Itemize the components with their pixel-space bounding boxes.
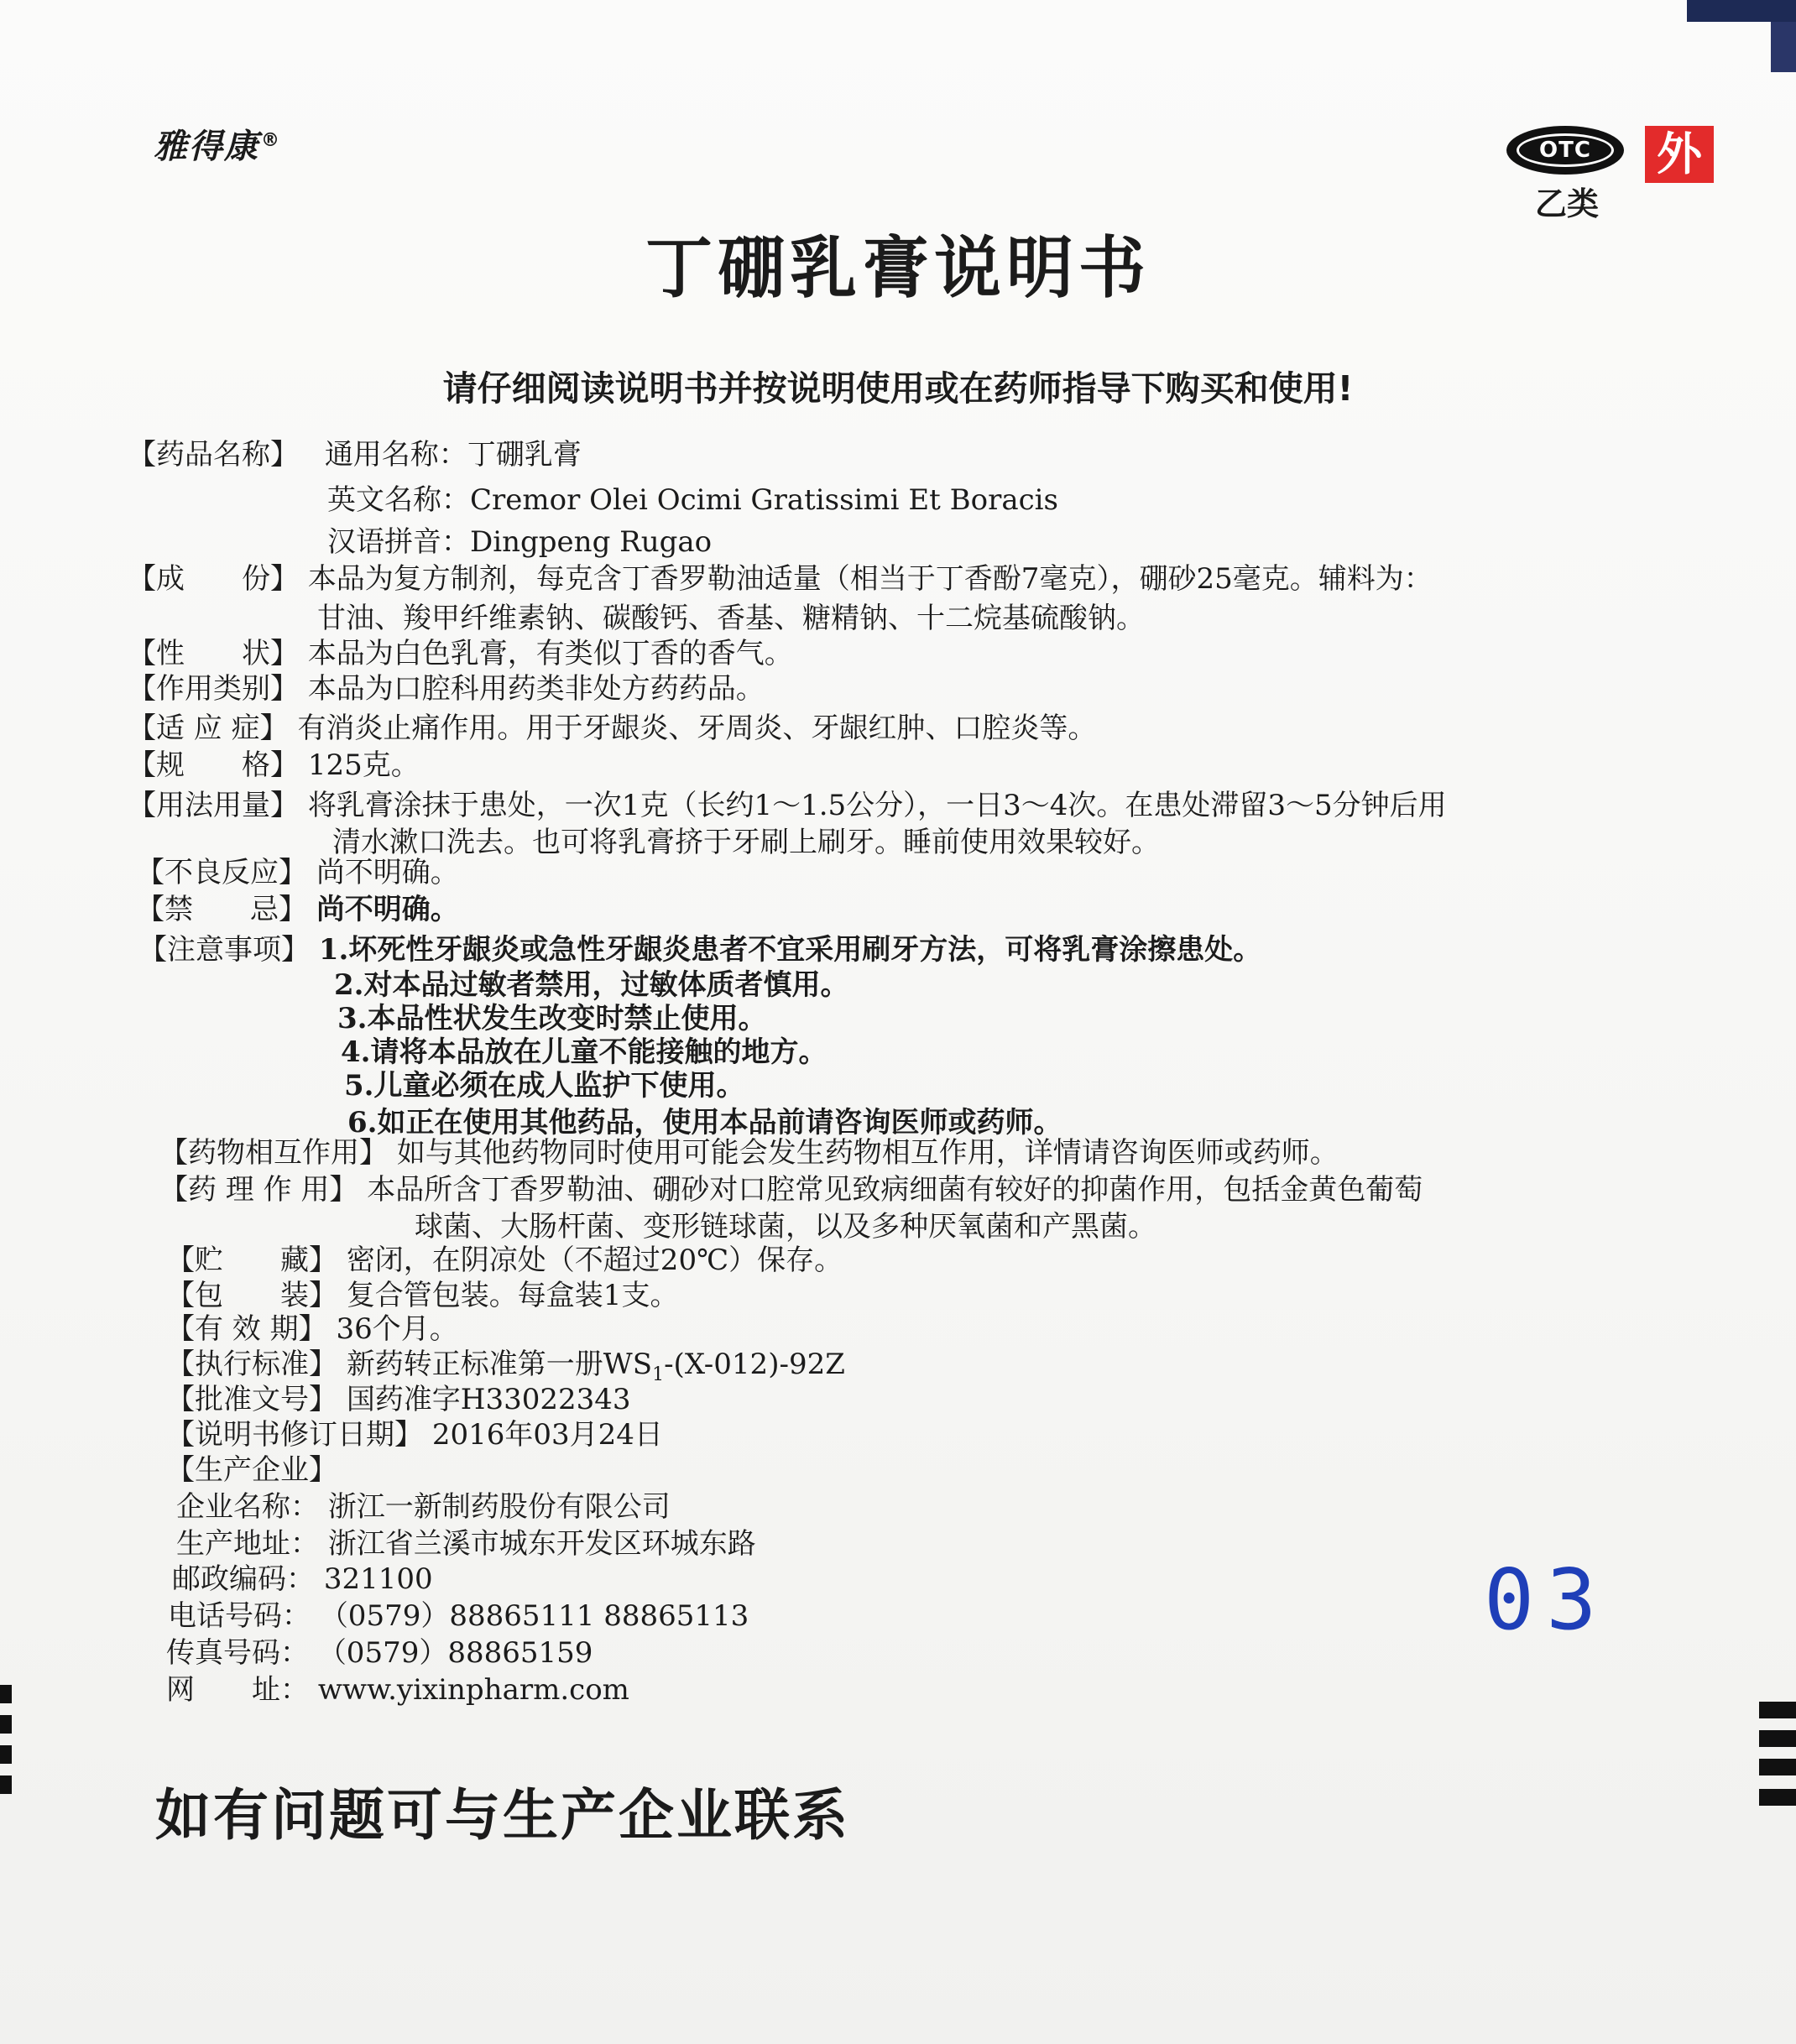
caution-item: 3.本品性状发生改变时禁止使用。 xyxy=(337,1002,767,1035)
footer-contact-note: 如有问题可与生产企业联系 xyxy=(155,1783,850,1848)
section-validity xyxy=(166,1312,458,1346)
address-row xyxy=(176,1527,756,1561)
category-text: 本品为口腔科用药类非处方药药品。 xyxy=(307,672,765,706)
section-label: 【用法用量】 xyxy=(128,789,299,822)
section-label: 【药物相互作用】 xyxy=(159,1136,388,1170)
website: www.yixinpharm.com xyxy=(317,1673,629,1707)
background-edge xyxy=(1771,22,1796,72)
appearance-text: 本品为白色乳膏，有类似丁香的香气。 xyxy=(307,637,793,670)
usage-notice: 请仔细阅读说明书并按说明使用或在药师指导下购买和使用! xyxy=(442,368,1354,409)
registration-mark xyxy=(1759,1730,1796,1747)
section-label: 【药 理 作 用】 xyxy=(159,1173,358,1207)
section-label: 【作用类别】 xyxy=(128,672,299,706)
section-label: 【有 效 期】 xyxy=(166,1312,327,1346)
section-label: 【注意事项】 xyxy=(138,933,310,967)
section-drug-name xyxy=(128,438,582,472)
ingredients-text-cont: 甘油、羧甲纤维素钠、碳酸钙、香基、糖精钠、十二烷基硫酸钠。 xyxy=(317,602,1145,635)
section-ingredients xyxy=(128,562,1433,596)
section-label: 【执行标准】 xyxy=(166,1348,337,1381)
registration-mark xyxy=(0,1745,12,1764)
otc-label: OTC xyxy=(1517,133,1614,167)
section-adverse xyxy=(136,856,459,889)
section-appearance xyxy=(128,637,793,670)
usage-text-cont: 清水漱口洗去。也可将乳膏挤于牙刷上刷牙。睡前使用效果较好。 xyxy=(332,826,1160,859)
caution-item: 6.如正在使用其他药品，使用本品前请咨询医师或药师。 xyxy=(347,1106,1062,1139)
revision-date: 2016年03月24日 xyxy=(431,1418,663,1452)
section-storage xyxy=(166,1244,843,1277)
postcode: 321100 xyxy=(323,1562,433,1596)
section-label: 【批准文号】 xyxy=(166,1383,337,1416)
phone-numbers: （0579）88865111 88865113 xyxy=(319,1599,749,1633)
registration-mark xyxy=(0,1685,12,1703)
external-use-mark: 外 xyxy=(1645,126,1714,183)
field-label: 生产地址： xyxy=(176,1527,319,1561)
otc-class: 乙类 xyxy=(1535,185,1600,222)
section-label: 【不良反应】 xyxy=(136,856,307,889)
section-label: 【包 装】 xyxy=(166,1279,337,1312)
field-label: 邮政编码： xyxy=(172,1562,315,1596)
section-approval xyxy=(166,1383,631,1416)
registration-mark xyxy=(1759,1789,1796,1806)
adverse-text: 尚不明确。 xyxy=(316,856,459,889)
brand-logo xyxy=(154,120,281,168)
section-label: 【规 格】 xyxy=(128,748,299,782)
section-spec xyxy=(128,748,420,782)
website-row xyxy=(166,1673,629,1707)
standard-suffix: -(X-012)-92Z xyxy=(664,1348,845,1381)
section-contraindications xyxy=(136,893,459,926)
spec-text: 125克。 xyxy=(307,748,420,782)
section-label: 【成 份】 xyxy=(128,562,299,596)
pinyin-name: 汉语拼音：Dingpeng Rugao xyxy=(327,525,713,559)
caution-item: 4.请将本品放在儿童不能接触的地方。 xyxy=(341,1035,828,1069)
field-label: 传真号码： xyxy=(166,1636,309,1670)
pharmacology-text: 本品所含丁香罗勒油、硼砂对口腔常见致病细菌有较好的抑菌作用，包括金黄色葡萄 xyxy=(367,1173,1423,1207)
section-usage xyxy=(128,789,1447,822)
storage-text: 密闭，在阴凉处（不超过20℃）保存。 xyxy=(346,1244,843,1277)
approval-number: 国药准字H33022343 xyxy=(346,1383,631,1416)
english-name: 英文名称：Cremor Olei Ocimi Gratissimi Et Boracis xyxy=(327,483,1058,517)
standard-prefix: 新药转正标准第一册WS xyxy=(346,1348,653,1381)
company-address: 浙江省兰溪市城东开发区环城东路 xyxy=(327,1527,756,1561)
field-label: 电话号码： xyxy=(168,1599,311,1633)
section-label: 【禁 忌】 xyxy=(136,893,307,926)
brand-name: 雅得康 xyxy=(154,128,259,166)
registration-mark xyxy=(0,1775,12,1794)
registered-mark: ® xyxy=(261,129,281,151)
section-label: 【生产企业】 xyxy=(166,1453,337,1487)
section-label: 【贮 藏】 xyxy=(166,1244,337,1277)
section-pharmacology xyxy=(159,1173,1423,1207)
caution-item: 5.儿童必须在成人监护下使用。 xyxy=(344,1069,745,1103)
caution-item: 1.坏死性牙龈炎或急性牙龈炎患者不宜采用刷牙方法，可将乳膏涂擦患处。 xyxy=(318,933,1262,967)
company-name: 浙江一新制药股份有限公司 xyxy=(327,1490,671,1524)
usage-text: 将乳膏涂抹于患处，一次1克（长约1～1.5公分），一日3～4次。在患处滞留3～5分钟后用 xyxy=(307,789,1447,822)
interaction-text: 如与其他药物同时使用可能会发生药物相互作用，详情请咨询医师或药师。 xyxy=(396,1136,1339,1170)
registration-mark xyxy=(1759,1702,1796,1718)
batch-number: 03 xyxy=(1484,1551,1609,1649)
section-indications xyxy=(128,712,1096,745)
contraindications-text: 尚不明确。 xyxy=(316,893,459,926)
section-interactions xyxy=(159,1136,1339,1170)
postcode-row xyxy=(172,1562,433,1596)
pharmacology-text-cont: 球菌、大肠杆菌、变形链球菌，以及多种厌氧菌和产黑菌。 xyxy=(415,1210,1156,1244)
fax-number: （0579）88865159 xyxy=(317,1636,593,1670)
registration-mark xyxy=(0,1715,12,1734)
ingredients-text: 本品为复方制剂，每克含丁香罗勒油适量（相当于丁香酚7毫克），硼砂25毫克。辅料为： xyxy=(307,562,1433,596)
field-label: 网 址： xyxy=(166,1673,309,1707)
section-revision-date xyxy=(166,1418,663,1452)
section-manufacturer xyxy=(166,1453,337,1487)
section-category xyxy=(128,672,765,706)
section-label: 【适 应 症】 xyxy=(128,712,289,745)
standard-subscript: 1 xyxy=(652,1364,665,1385)
background-edge xyxy=(1687,0,1796,22)
otc-oval-icon xyxy=(1506,126,1624,175)
phone-row xyxy=(168,1599,749,1633)
generic-name: 通用名称：丁硼乳膏 xyxy=(324,438,582,472)
section-label: 【性 状】 xyxy=(128,637,299,670)
section-label: 【说明书修订日期】 xyxy=(166,1418,423,1452)
indications-text: 有消炎止痛作用。用于牙龈炎、牙周炎、牙龈红肿、口腔炎等。 xyxy=(297,712,1097,745)
validity-text: 36个月。 xyxy=(336,1312,458,1346)
registration-mark xyxy=(1759,1759,1796,1775)
document-title: 丁硼乳膏说明书 xyxy=(645,229,1151,307)
section-label: 【药品名称】 xyxy=(128,438,299,472)
section-package xyxy=(166,1279,678,1312)
caution-item: 2.对本品过敏者禁用，过敏体质者慎用。 xyxy=(334,968,849,1002)
fax-row xyxy=(166,1636,593,1670)
company-row xyxy=(176,1490,671,1524)
field-label: 企业名称： xyxy=(176,1490,319,1524)
package-text: 复合管包装。每盒装1支。 xyxy=(346,1279,679,1312)
section-cautions xyxy=(138,933,1261,967)
